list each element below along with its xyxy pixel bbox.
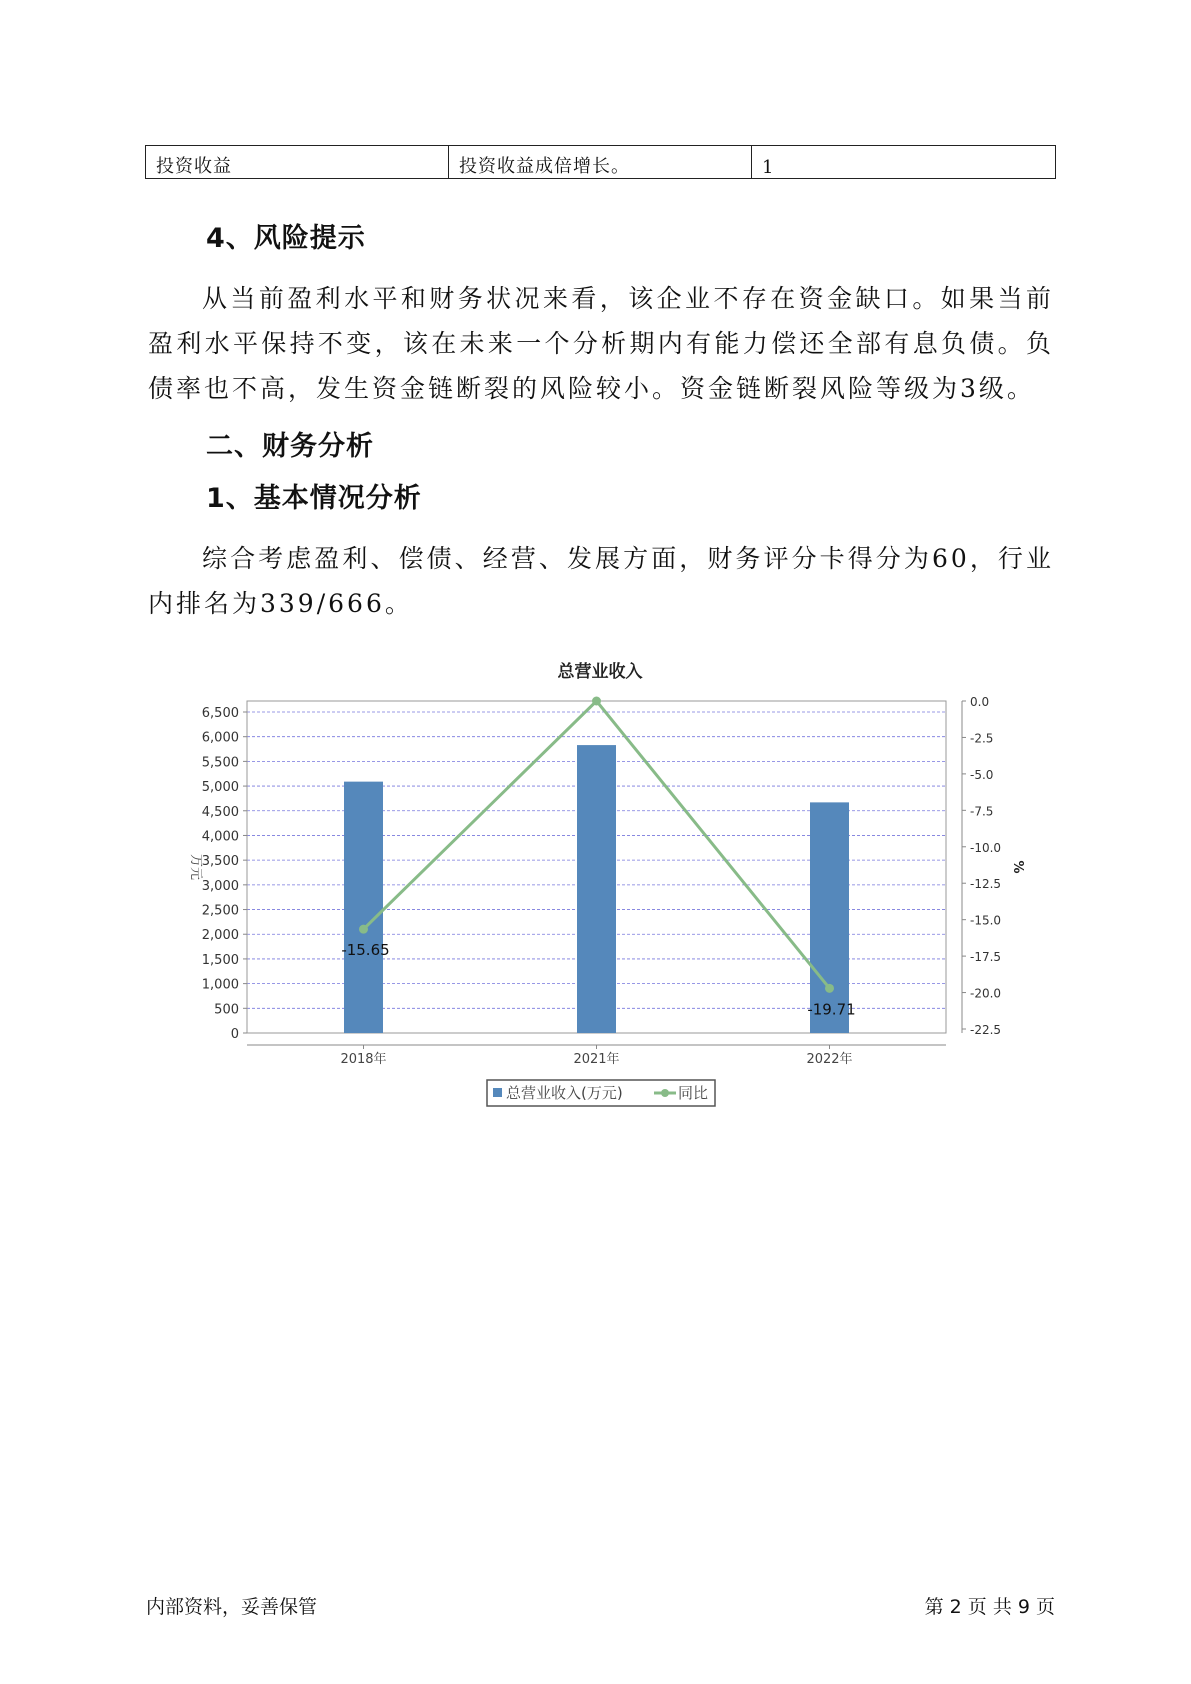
data-label: -15.65 — [341, 941, 390, 960]
y-tick-label: 2,500 — [201, 903, 239, 919]
y2-tick-label: -20.0 — [970, 986, 1002, 1001]
y2-tick-label: -17.5 — [970, 950, 1002, 965]
y-tick-label: 4,500 — [201, 804, 239, 820]
y-tick-label: 2,000 — [201, 928, 239, 944]
y-tick-label: 5,000 — [201, 780, 239, 796]
risk-paragraph: 从当前盈利水平和财务状况来看，该企业不存在资金缺口。如果当前盈利水平保持不变，该在未来一个分析期内有能力偿还全部有息负债。负债率也不高，发生资金链断裂的风险较小。资金链断裂风险等级为3级。 — [148, 284, 1054, 403]
y-tick-label: 500 — [214, 1002, 239, 1018]
line-point — [359, 925, 368, 934]
y2-tick-label: -10.0 — [970, 840, 1002, 855]
footer-confidential: 内部资料，妥善保管 — [146, 1596, 318, 1618]
y2-tick-label: 0.0 — [970, 695, 990, 709]
legend-bar-swatch — [493, 1088, 502, 1097]
bar — [344, 782, 383, 1033]
y-tick-label: 6,500 — [201, 706, 239, 721]
y-tick-label: 0 — [230, 1027, 239, 1042]
table-cell-score: 1 — [752, 146, 1056, 179]
line-point — [592, 697, 601, 706]
data-label: -19.71 — [807, 1000, 856, 1019]
y2-tick-label: -7.5 — [970, 804, 994, 819]
basic-paragraph: 综合考虑盈利、偿债、经营、发展方面，财务评分卡得分为60，行业内排名为339/666。 — [148, 544, 1054, 618]
financial-analysis-heading: 二、财务分析 — [206, 431, 374, 462]
legend — [487, 1080, 715, 1106]
x-tick-label: 2018年 — [340, 1052, 387, 1067]
bar — [577, 745, 616, 1033]
y-axis-label: 万元 — [188, 853, 203, 881]
legend-line-label: 同比 — [678, 1084, 709, 1102]
legend-line-marker — [661, 1089, 669, 1097]
table-cell-desc: 投资收益成倍增长。 — [449, 146, 752, 179]
y2-tick-label: -15.0 — [970, 913, 1002, 928]
y2-tick-label: -12.5 — [970, 877, 1002, 892]
y2-tick-label: -2.5 — [970, 731, 994, 746]
y-tick-label: 5,500 — [201, 755, 239, 771]
table-cell-item: 投资收益 — [146, 146, 449, 179]
footer-page-number: 第 2 页 共 9 页 — [924, 1596, 1055, 1618]
line-point — [825, 984, 834, 993]
y-tick-label: 1,000 — [201, 977, 239, 993]
y2-axis-label: % — [1010, 860, 1025, 874]
y-tick-label: 3,500 — [201, 854, 239, 870]
y-tick-label: 3,000 — [201, 878, 239, 894]
y2-tick-label: -5.0 — [970, 767, 994, 782]
x-tick-label: 2021年 — [573, 1052, 620, 1067]
y-tick-label: 4,000 — [201, 829, 239, 845]
risk-heading: 4、风险提示 — [206, 223, 366, 254]
chart-title: 总营业收入 — [557, 662, 643, 682]
x-tick-label: 2022年 — [806, 1052, 853, 1067]
y2-tick-label: -22.5 — [970, 1023, 1002, 1037]
y-tick-label: 1,500 — [201, 952, 239, 968]
basic-analysis-heading: 1、基本情况分析 — [206, 483, 422, 514]
bar — [810, 802, 849, 1033]
legend-bar-label: 总营业收入(万元) — [506, 1084, 623, 1102]
y-tick-label: 6,000 — [201, 730, 239, 746]
